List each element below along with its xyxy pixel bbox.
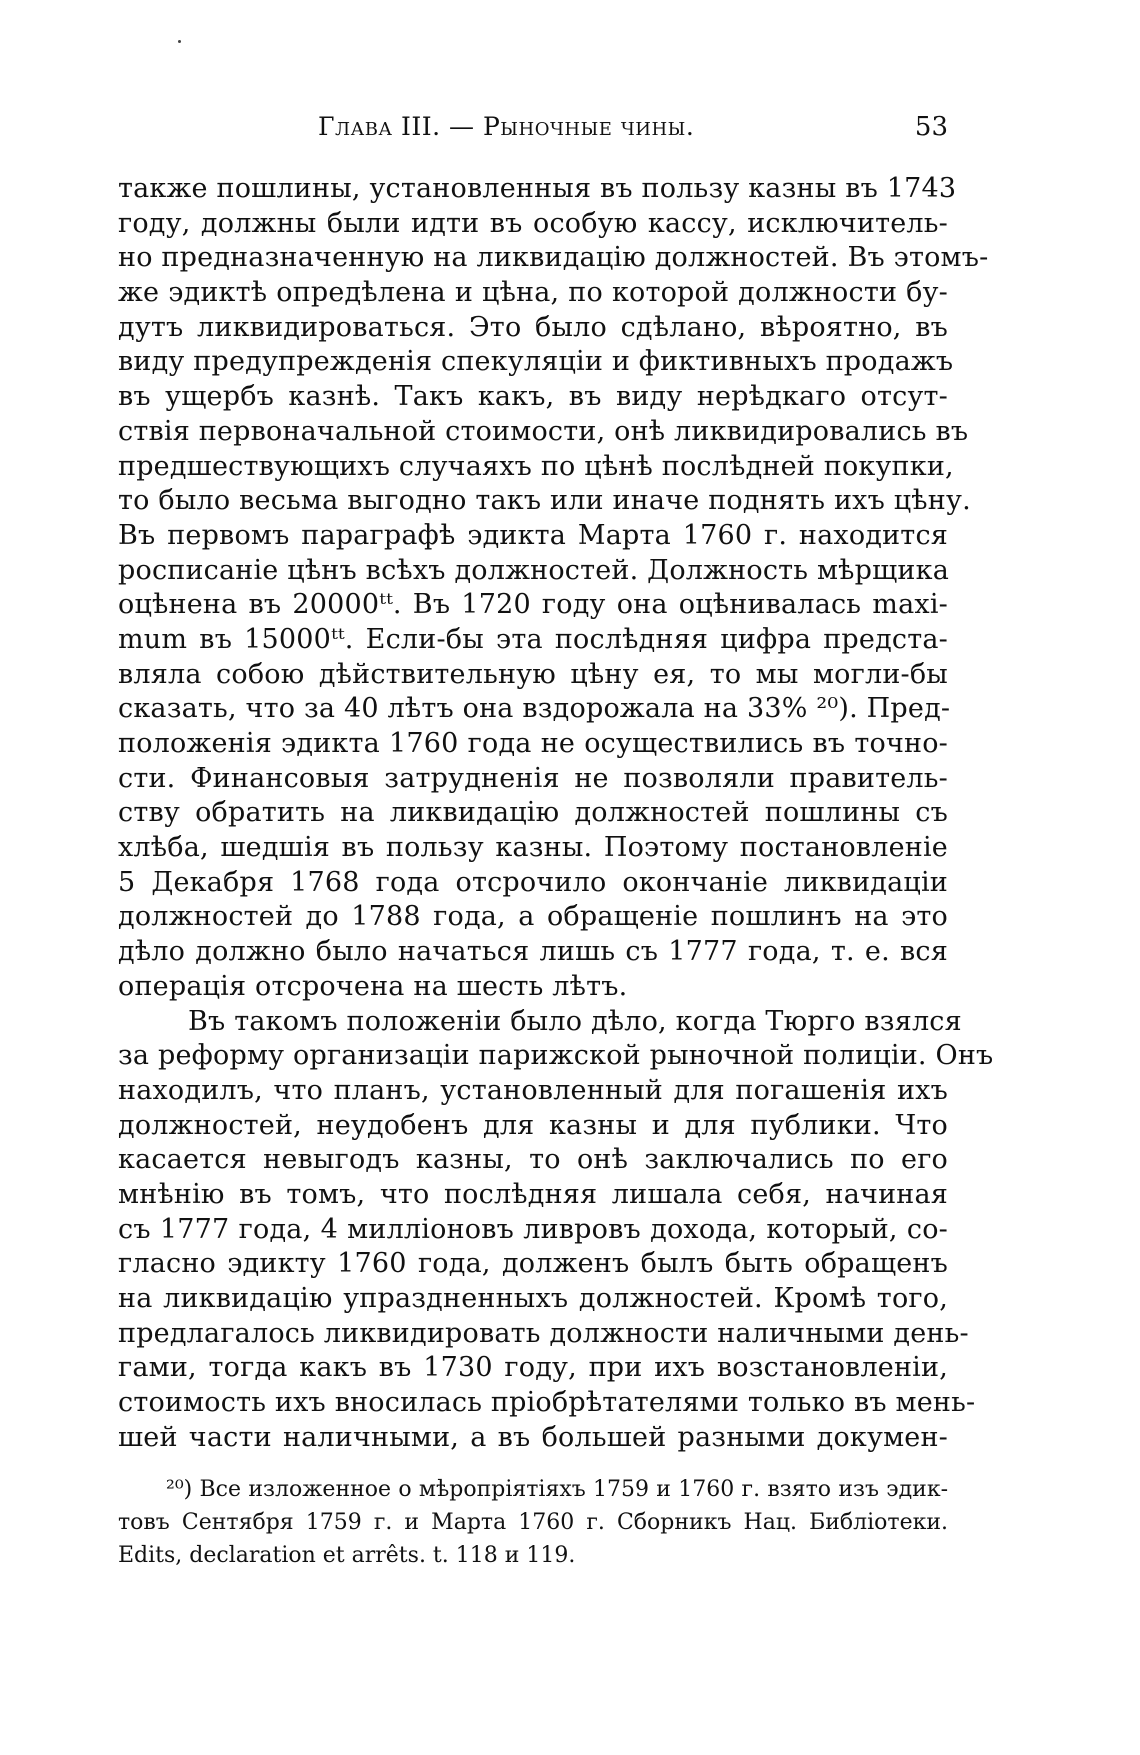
print-speck (178, 40, 181, 43)
paragraph-end-line: операція отсрочена на шесть лѣтъ. (118, 970, 628, 1002)
text-line: шей части наличными, а въ большей разными докумен- (118, 1421, 948, 1453)
text-line: должностей до 1788 года, а обращеніе пошлинъ на это (118, 901, 948, 933)
text-line: также пошлины, установленныя въ пользу казны въ 1743 (118, 173, 957, 204)
text-line: находилъ, что планъ, установленный для погашенія ихъ (118, 1074, 948, 1106)
text-line: гами, тогда какъ въ 1730 году, при ихъ возстановленіи, (118, 1352, 948, 1384)
text-line: году, должны были идти въ особую кассу, исключитель- (118, 207, 948, 239)
page-number: 53 (914, 112, 948, 142)
text-line: же эдиктѣ опредѣлена и цѣна, по которой должности бу- (118, 277, 948, 309)
text-line: касается невыгодъ казны, то онѣ заключались по его (118, 1144, 948, 1176)
footnote-line: ²⁰) Все изложенное о мѣропріятіяхъ 1759 и 1760 г. взято изъ эдик- (166, 1477, 948, 1502)
text-line: сказать, что за 40 лѣтъ она вздорожала на 33% ²⁰). Пред- (118, 693, 951, 725)
text-line: то было весьма выгодно такъ или иначе поднять ихъ цѣну. (118, 485, 971, 517)
text-line: стоимость ихъ вносилась пріобрѣтателями только въ мень- (118, 1387, 976, 1419)
footnote-line: Edits, declaration et arrêts. t. 118 и 119. (118, 1543, 576, 1568)
text-line: предшествующихъ случаяхъ по цѣнѣ послѣдней покупки, (118, 450, 954, 482)
text-line: гласно эдикту 1760 года, долженъ былъ быть обращенъ (118, 1248, 948, 1280)
body-text (118, 172, 994, 1455)
text-line: виду предупрежденія спекуляціи и фиктивныхъ продажъ (118, 346, 954, 378)
text-line: но предназначенную на ликвидацію должностей. Въ этомъ- (118, 242, 989, 274)
footnote-line: товъ Сентября 1759 г. и Марта 1760 г. Сборникъ Нац. Библіотеки. (118, 1510, 948, 1535)
text-line: хлѣба, шедшія въ пользу казны. Поэтому постановленіе (118, 832, 948, 864)
text-line: на ликвидацію упраздненныхъ должностей. Кромѣ того, (118, 1283, 948, 1314)
text-line: должностей, неудобенъ для казны и для публики. Что (118, 1109, 948, 1141)
text-line: 5 Декабря 1768 года отсрочило окончаніе ликвидаціи (118, 866, 948, 898)
text-line: ству обратить на ликвидацію должностей пошлины съ (118, 797, 948, 829)
paragraph-start-line: Въ такомъ положеніи было дѣло, когда Тюрго взялся (188, 1005, 962, 1037)
text-line: mum въ 15000ᵗᵗ. Если-бы эта послѣдняя цифра предста- (118, 623, 948, 655)
text-line: предлагалось ликвидировать должности наличными день- (118, 1317, 969, 1349)
text-line: вляла собою дѣйствительную цѣну ея, то мы могли-бы (118, 658, 948, 690)
text-line: оцѣнена въ 20000ᵗᵗ. Въ 1720 году она оцѣнивалась maxi- (118, 589, 948, 621)
text-line: Въ первомъ параграфѣ эдикта Марта 1760 г. находится (118, 519, 948, 551)
text-line: мнѣнію въ томъ, что послѣдняя лишала себя, начиная (118, 1178, 948, 1210)
text-line: ствія первоначальной стоимости, онѣ ликвидировались въ (118, 415, 969, 447)
text-line: положенія эдикта 1760 года не осуществились въ точно- (118, 728, 948, 759)
text-line: росписаніе цѣнъ всѣхъ должностей. Должность мѣрщика (118, 554, 949, 586)
text-line: дутъ ликвидироваться. Это было сдѣлано, вѣроятно, въ (118, 311, 948, 343)
text-line: сти. Финансовыя затрудненія не позволяли правитель- (118, 762, 948, 794)
running-title: Глава III. — Рыночные чины. (318, 112, 695, 141)
footnotes (118, 1473, 948, 1572)
text-line: съ 1777 года, 4 милліоновъ ливровъ дохода, который, со- (118, 1213, 948, 1245)
page-header (118, 112, 948, 152)
text-line: дѣло должно было начаться лишь съ 1777 года, т. е. вся (118, 936, 948, 968)
text-line: въ ущербъ казнѣ. Такъ какъ, въ виду нерѣдкаго отсут- (118, 381, 948, 413)
text-line: за реформу организаціи парижской рыночной полиціи. Онъ (118, 1040, 994, 1072)
